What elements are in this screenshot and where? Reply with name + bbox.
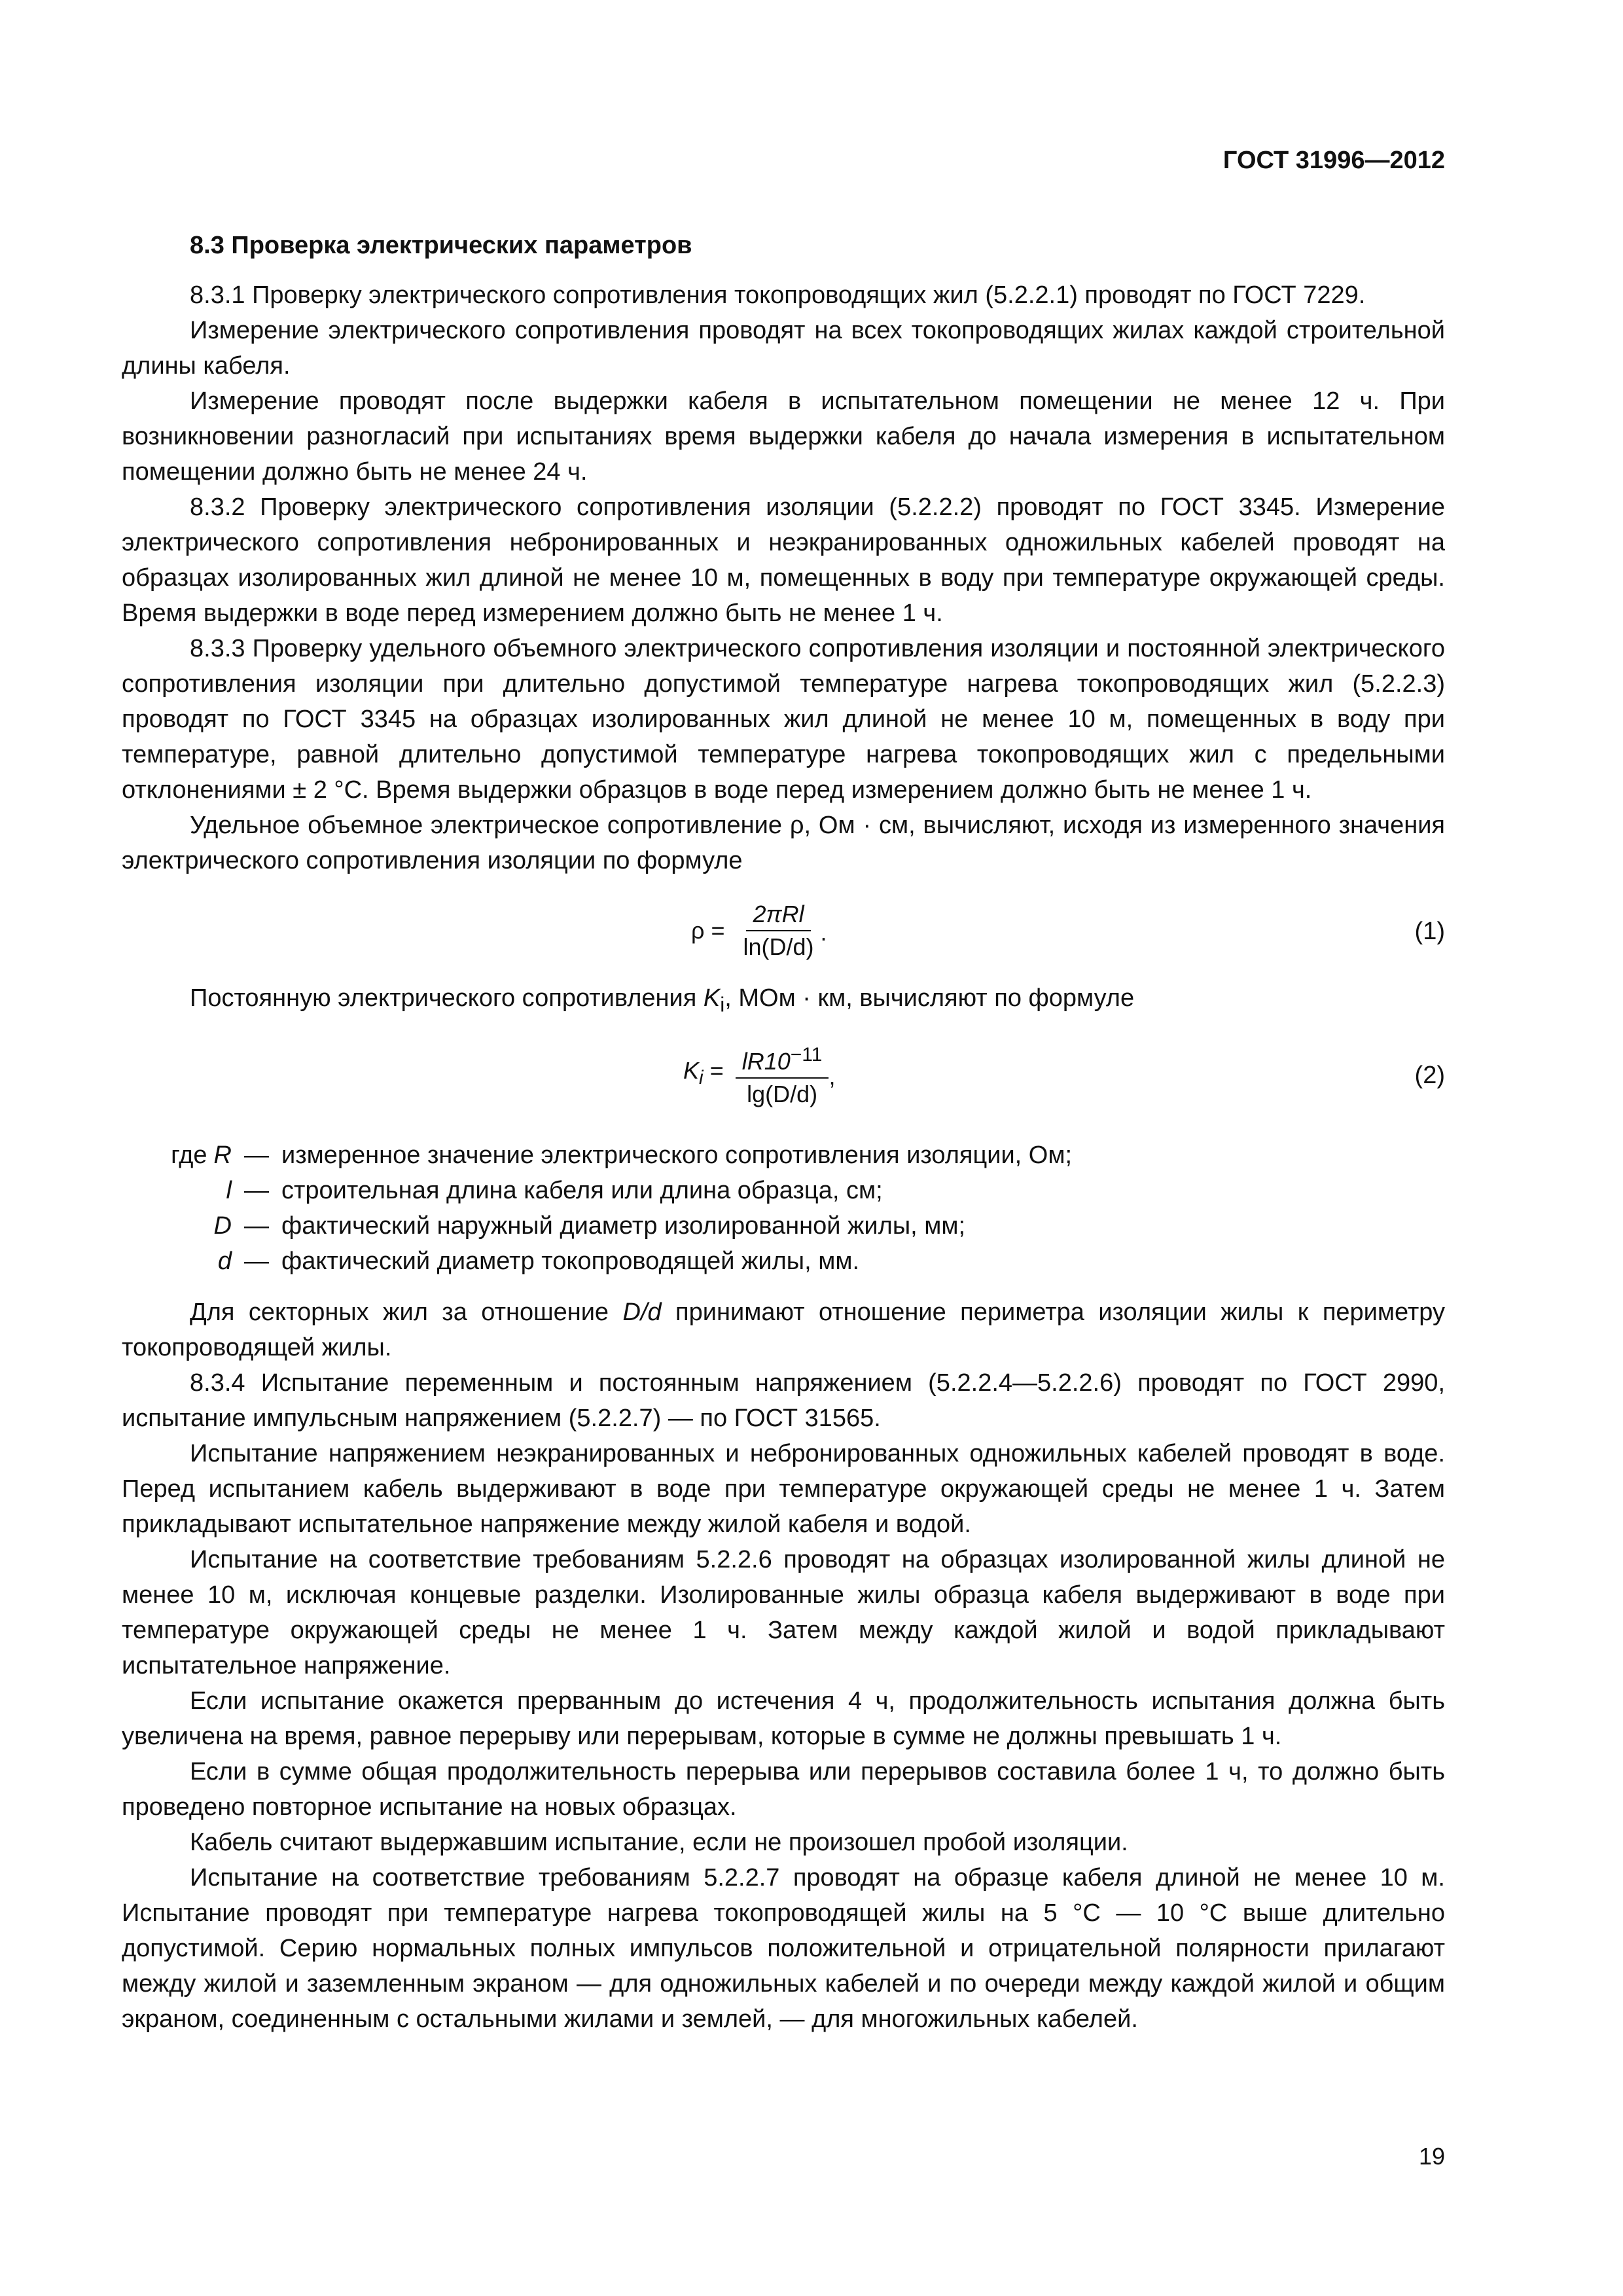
formula-2-intro-sub: i: [720, 992, 725, 1016]
formula-2-expression: [683, 1037, 835, 1113]
legend-lead: где: [171, 1141, 207, 1169]
legend-row: [122, 1208, 1445, 1244]
sector-before: Для секторных жил за отношение: [190, 1298, 623, 1326]
legend-row: [122, 1138, 1445, 1173]
paragraph: 8.3.1 Проверку электрического сопротивления токопроводящих жил (5.2.2.1) проводят по ГОСТ 7229.: [190, 281, 1366, 309]
formula-2-intro: [122, 980, 1445, 1022]
formula-2-eq: =: [709, 1057, 724, 1084]
document-header: ГОСТ 31996—2012: [1222, 147, 1445, 174]
legend-symbol-cell: [122, 1244, 232, 1279]
formula-1-numerator: 2πRl: [746, 899, 810, 931]
paragraph: Испытание на соответствие требованиям 5.2.2.7 проводят на образце кабеля длиной не менее 10 м. Испытание проводят при температуре нагрева токопроводящей жилы на 5 °С — 10 °С выше длительно допустимой. Серию нормальных полных импульсов положительной и отрицательной полярности прилагают между жилой и заземленным экраном — для одножильных кабелей и по очереди между каждой жилой и общим экраном, соединенным с остальными жилами и землей, — для многожильных кабелей.: [122, 1863, 1445, 2033]
formula-1-lhs: ρ =: [691, 917, 725, 944]
paragraph: Кабель считают выдержавшим испытание, если не произошел пробой изоляции.: [190, 1828, 1128, 1856]
legend-dash: —: [244, 1211, 269, 1240]
paragraph: 8.3.2 Проверку электрического сопротивления изоляции (5.2.2.2) проводят по ГОСТ 3345. Измерение электрического сопротивления небронированных и неэкранированных одножильных кабелей проводят на образцах изолированных жил длиной не менее 10 м, помещенных в воду при температуре окружающей среды. Время выдержки в воде перед измерением должно быть не менее 1 ч.: [122, 493, 1445, 627]
paragraph: Испытание напряжением неэкранированных и небронированных одножильных кабелей проводят в воде. Перед испытанием кабель выдерживают в воде при температуре окружающей среды не менее 1 ч. Затем прикладывают испытательное напряжение между жилой кабеля и водой.: [122, 1439, 1445, 1538]
formula-1-fraction: [737, 899, 821, 963]
legend-symbol-cell: [122, 1138, 232, 1173]
legend-row: [122, 1173, 1445, 1208]
legend-symbol: l: [226, 1176, 232, 1204]
legend-symbol: D: [213, 1211, 232, 1240]
formula-2-fraction: [736, 1039, 829, 1110]
legend-symbol-cell: [122, 1208, 232, 1244]
legend-dash: —: [244, 1176, 269, 1204]
formula-2-intro-before: Постоянную электрического сопротивления: [190, 984, 704, 1012]
formula-1-denominator: ln(D/d): [743, 933, 814, 960]
legend-symbol: d: [217, 1247, 232, 1275]
paragraph: Измерение проводят после выдержки кабеля в испытательном помещении не менее 12 ч. При возникновении разногласий при испытаниях время выдержки кабеля до начала измерения в испытательном помещении должно быть не менее 24 ч.: [122, 387, 1445, 486]
paragraph: 8.3.3 Проверку удельного объемного электрического сопротивления изоляции и постоянной электрического сопротивления изоляции при длительно допустимой температуре нагрева токопроводящих жил (5.2.2.3) проводят по ГОСТ 3345 на образцах изолированных жил длиной не менее 10 м, помещенных в воду при температуре, равной длительно допустимой температуре нагрева токопроводящих жил с предельными отклонениями ± 2 °С. Время выдержки образцов в воде перед измерением должно быть не менее 1 ч.: [122, 635, 1445, 804]
legend-dash: —: [244, 1141, 269, 1169]
legend-description: измеренное значение электрического сопротивления изоляции, Ом;: [281, 1141, 1073, 1169]
formula-2-intro-after: , МОм · км, вычисляют по формуле: [724, 984, 1135, 1012]
formula-2-punct: ,: [829, 1062, 836, 1090]
formula-2-numerator: lR10: [741, 1047, 791, 1075]
paragraph: Удельное объемное электрическое сопротивление ρ, Ом · см, вычисляют, исходя из измеренного значения электрического сопротивления изоляции по формуле: [122, 812, 1445, 874]
paragraph: 8.3.4 Испытание переменным и постоянным напряжением (5.2.2.4—5.2.2.6) проводят по ГОСТ 2990, испытание импульсным напряжением (5.2.2.7) — по ГОСТ 31565.: [122, 1369, 1445, 1432]
formula-2: [122, 1037, 1445, 1113]
formula-2-numerator-exp: −11: [790, 1043, 823, 1066]
legend-dash: —: [244, 1247, 269, 1275]
formula-1-punct: .: [820, 919, 827, 946]
formula-2-number: (2): [1414, 1061, 1445, 1089]
legend-description: фактический диаметр токопроводящей жилы, мм.: [281, 1247, 860, 1275]
legend-row: [122, 1244, 1445, 1279]
legend-description: строительная длина кабеля или длина образца, см;: [281, 1176, 883, 1204]
paragraph: [122, 1295, 1445, 1365]
paragraph: Если в сумме общая продолжительность перерыва или перерывов составила более 1 ч, то должно быть проведено повторное испытание на новых образцах.: [122, 1757, 1445, 1821]
formula-2-denominator: lg(D/d): [747, 1080, 818, 1107]
paragraph: Измерение электрического сопротивления проводят на всех токопроводящих жилах каждой строительной длины кабеля.: [122, 317, 1445, 380]
formula-1: [122, 893, 1445, 969]
sector-after: принимают отношение периметра изоляции жилы к периметру токопроводящей жилы.: [122, 1298, 1445, 1361]
formula-2-lhs: [683, 1053, 736, 1096]
legend-symbol: R: [213, 1141, 232, 1169]
formula-2-intro-symbol: K: [703, 984, 721, 1012]
page-body: [122, 147, 1445, 2037]
formula-2-lhs-symbol: K: [683, 1057, 700, 1084]
formula-2-numerator-wrap: [736, 1039, 829, 1079]
sector-ratio: D/d: [622, 1298, 662, 1326]
formula-2-lhs-sub: i: [699, 1067, 704, 1089]
paragraph: Если испытание окажется прерванным до истечения 4 ч, продолжительность испытания должна быть увеличена на время, равное перерыву или перерывам, которые в сумме не должны превышать 1 ч.: [122, 1687, 1445, 1750]
formula-1-number: (1): [1414, 918, 1445, 945]
page-number: 19: [1418, 2143, 1445, 2170]
paragraph: Испытание на соответствие требованиям 5.2.2.6 проводят на образцах изолированной жилы длиной не менее 10 м, исключая концевые разделки. Изолированные жилы образца кабеля выдерживают в воде при температуре окружающей среды не менее 1 ч. Затем между каждой жилой и водой прикладывают испытательное напряжение.: [122, 1545, 1445, 1679]
legend-description: фактический наружный диаметр изолированной жилы, мм;: [281, 1211, 966, 1240]
formula-1-expression: [691, 893, 827, 969]
section-title: 8.3 Проверка электрических параметров: [190, 232, 692, 259]
legend-symbol-cell: [122, 1173, 232, 1208]
variable-legend: [122, 1138, 1445, 1279]
